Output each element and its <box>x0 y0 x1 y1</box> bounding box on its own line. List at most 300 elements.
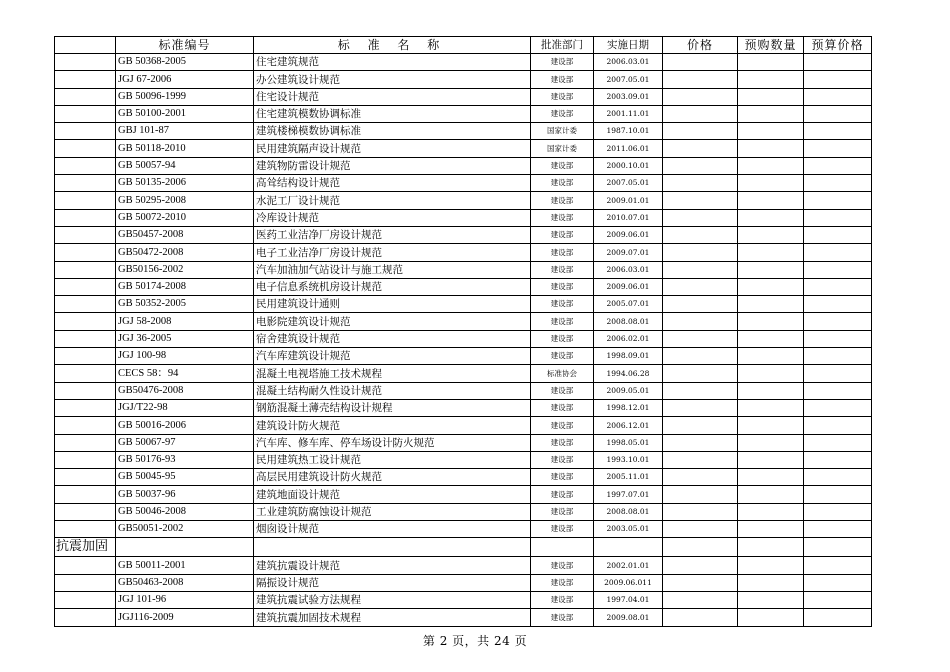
standard-code-cell: JGJ/T22-98 <box>116 399 254 416</box>
approval-dept-cell: 标准协会 <box>531 365 594 382</box>
effective-date-cell: 2006.12.01 <box>594 417 663 434</box>
order-qty-cell[interactable] <box>738 244 804 261</box>
price-cell[interactable] <box>663 503 738 520</box>
standard-code-cell: GB50476-2008 <box>116 382 254 399</box>
category-cell <box>55 365 116 382</box>
budget-price-cell[interactable] <box>804 296 872 313</box>
standard-name-cell: 建筑物防雷设计规范 <box>254 157 531 174</box>
category-cell <box>55 313 116 330</box>
standard-code-cell: GB 50045-95 <box>116 469 254 486</box>
order-qty-cell[interactable] <box>738 486 804 503</box>
approval-dept-cell: 建设部 <box>531 278 594 295</box>
price-cell[interactable] <box>663 399 738 416</box>
price-cell[interactable] <box>663 557 738 574</box>
price-cell[interactable] <box>663 140 738 157</box>
budget-price-cell[interactable] <box>804 348 872 365</box>
standard-name-cell: 建筑地面设计规范 <box>254 486 531 503</box>
price-cell[interactable] <box>663 209 738 226</box>
budget-price-cell[interactable] <box>804 330 872 347</box>
standard-code-cell: GB 50174-2008 <box>116 278 254 295</box>
effective-date-cell: 2009.06.01 <box>594 278 663 295</box>
category-cell <box>55 175 116 192</box>
budget-price-cell[interactable] <box>804 313 872 330</box>
price-cell[interactable] <box>663 71 738 88</box>
approval-dept-cell: 建设部 <box>531 209 594 226</box>
table-row <box>55 123 872 140</box>
standard-code-cell: JGJ 101-96 <box>116 591 254 608</box>
section-empty-cell <box>116 538 254 557</box>
budget-price-cell[interactable] <box>804 175 872 192</box>
budget-price-cell[interactable] <box>804 382 872 399</box>
standard-code-cell: GB50457-2008 <box>116 226 254 243</box>
standards-table <box>54 36 872 627</box>
standard-code-cell: GB 50067-97 <box>116 434 254 451</box>
budget-price-cell[interactable] <box>804 399 872 416</box>
standard-name-cell: 工业建筑防腐蚀设计规范 <box>254 503 531 520</box>
table-row <box>55 486 872 503</box>
standard-name-cell: 汽车加油加气站设计与施工规范 <box>254 261 531 278</box>
approval-dept-cell: 建设部 <box>531 261 594 278</box>
effective-date-cell: 2001.11.01 <box>594 105 663 122</box>
order-qty-cell[interactable] <box>738 88 804 105</box>
category-cell <box>55 54 116 71</box>
standard-code-cell: JGJ116-2009 <box>116 609 254 626</box>
table-header-row <box>55 37 872 54</box>
effective-date-cell: 2006.03.01 <box>594 261 663 278</box>
order-qty-cell[interactable] <box>738 557 804 574</box>
standard-name-cell: 建筑楼梯模数协调标准 <box>254 123 531 140</box>
budget-price-cell[interactable] <box>804 521 872 538</box>
effective-date-cell: 1997.07.01 <box>594 486 663 503</box>
header-dept: 批准部门 <box>531 37 594 54</box>
standard-code-cell: CECS 58：94 <box>116 365 254 382</box>
price-cell[interactable] <box>663 226 738 243</box>
table-row <box>55 417 872 434</box>
category-cell <box>55 591 116 608</box>
standard-code-cell: JGJ 67-2006 <box>116 71 254 88</box>
budget-price-cell[interactable] <box>804 503 872 520</box>
approval-dept-cell: 建设部 <box>531 244 594 261</box>
order-qty-cell[interactable] <box>738 296 804 313</box>
standard-code-cell: GB 50135-2006 <box>116 175 254 192</box>
effective-date-cell: 2009.07.01 <box>594 244 663 261</box>
standard-code-cell: GB 50057-94 <box>116 157 254 174</box>
category-cell <box>55 451 116 468</box>
budget-price-cell[interactable] <box>804 140 872 157</box>
effective-date-cell: 2003.05.01 <box>594 521 663 538</box>
order-qty-cell[interactable] <box>738 192 804 209</box>
order-qty-cell[interactable] <box>738 591 804 608</box>
effective-date-cell: 2007.05.01 <box>594 71 663 88</box>
page-footer: 第 2 页，共 24 页 <box>422 634 528 648</box>
budget-price-cell[interactable] <box>804 88 872 105</box>
budget-price-cell[interactable] <box>804 209 872 226</box>
approval-dept-cell: 建设部 <box>531 469 594 486</box>
order-qty-cell[interactable] <box>738 609 804 626</box>
effective-date-cell: 1987.10.01 <box>594 123 663 140</box>
price-cell[interactable] <box>663 417 738 434</box>
price-cell[interactable] <box>663 54 738 71</box>
price-cell[interactable] <box>663 451 738 468</box>
approval-dept-cell: 建设部 <box>531 417 594 434</box>
budget-price-cell[interactable] <box>804 244 872 261</box>
standard-name-cell: 高耸结构设计规范 <box>254 175 531 192</box>
table-row <box>55 399 872 416</box>
standard-name-cell: 钢筋混凝土薄壳结构设计规程 <box>254 399 531 416</box>
budget-price-cell[interactable] <box>804 105 872 122</box>
approval-dept-cell: 建设部 <box>531 521 594 538</box>
table-row <box>55 330 872 347</box>
section-empty-cell <box>594 538 663 557</box>
table-row <box>55 88 872 105</box>
approval-dept-cell: 建设部 <box>531 330 594 347</box>
effective-date-cell: 2006.03.01 <box>594 54 663 71</box>
approval-dept-cell: 建设部 <box>531 71 594 88</box>
category-cell <box>55 278 116 295</box>
budget-price-cell[interactable] <box>804 71 872 88</box>
approval-dept-cell: 建设部 <box>531 175 594 192</box>
standard-code-cell: GB 50118-2010 <box>116 140 254 157</box>
table-row <box>55 140 872 157</box>
approval-dept-cell: 建设部 <box>531 503 594 520</box>
table-row <box>55 226 872 243</box>
budget-price-cell[interactable] <box>804 451 872 468</box>
approval-dept-cell: 建设部 <box>531 382 594 399</box>
budget-price-cell[interactable] <box>804 469 872 486</box>
table-row <box>55 557 872 574</box>
order-qty-cell[interactable] <box>738 365 804 382</box>
standard-code-cell: GB 50295-2008 <box>116 192 254 209</box>
table-row <box>55 278 872 295</box>
category-cell <box>55 261 116 278</box>
category-cell <box>55 88 116 105</box>
section-label: 抗震加固 <box>55 538 116 557</box>
effective-date-cell: 2009.05.01 <box>594 382 663 399</box>
price-cell[interactable] <box>663 261 738 278</box>
header-budget: 预算价格 <box>804 37 872 54</box>
standard-name-cell: 冷库设计规范 <box>254 209 531 226</box>
effective-date-cell: 2009.06.01 <box>594 226 663 243</box>
standard-name-cell: 建筑抗震试验方法规程 <box>254 591 531 608</box>
table-row <box>55 591 872 608</box>
order-qty-cell[interactable] <box>738 123 804 140</box>
price-cell[interactable] <box>663 434 738 451</box>
category-cell <box>55 71 116 88</box>
order-qty-cell[interactable] <box>738 175 804 192</box>
budget-price-cell[interactable] <box>804 226 872 243</box>
section-header-row <box>55 538 872 557</box>
standard-name-cell: 电子信息系统机房设计规范 <box>254 278 531 295</box>
table-row <box>55 609 872 626</box>
category-cell <box>55 486 116 503</box>
section-empty-cell <box>663 538 738 557</box>
category-cell <box>55 609 116 626</box>
order-qty-cell[interactable] <box>738 140 804 157</box>
approval-dept-cell: 建设部 <box>531 399 594 416</box>
approval-dept-cell: 国家计委 <box>531 140 594 157</box>
section-empty-cell <box>531 538 594 557</box>
effective-date-cell: 2002.01.01 <box>594 557 663 574</box>
approval-dept-cell: 建设部 <box>531 192 594 209</box>
price-cell[interactable] <box>663 609 738 626</box>
order-qty-cell[interactable] <box>738 278 804 295</box>
standard-name-cell: 建筑抗震加固技术规程 <box>254 609 531 626</box>
approval-dept-cell: 建设部 <box>531 591 594 608</box>
standard-code-cell: GB 50011-2001 <box>116 557 254 574</box>
standard-code-cell: GB50156-2002 <box>116 261 254 278</box>
table-row <box>55 313 872 330</box>
approval-dept-cell: 国家计委 <box>531 123 594 140</box>
price-cell[interactable] <box>663 348 738 365</box>
category-cell <box>55 434 116 451</box>
table-row <box>55 503 872 520</box>
table-row <box>55 192 872 209</box>
standard-name-cell: 水泥工厂设计规范 <box>254 192 531 209</box>
price-cell[interactable] <box>663 105 738 122</box>
approval-dept-cell: 建设部 <box>531 574 594 591</box>
category-cell <box>55 348 116 365</box>
budget-price-cell[interactable] <box>804 557 872 574</box>
category-cell <box>55 123 116 140</box>
standard-name-cell: 办公建筑设计规范 <box>254 71 531 88</box>
standard-code-cell: GB 50176-93 <box>116 451 254 468</box>
table-row <box>55 365 872 382</box>
effective-date-cell: 1994.06.28 <box>594 365 663 382</box>
table-row <box>55 157 872 174</box>
effective-date-cell: 2006.02.01 <box>594 330 663 347</box>
order-qty-cell[interactable] <box>738 54 804 71</box>
order-qty-cell[interactable] <box>738 71 804 88</box>
order-qty-cell[interactable] <box>738 451 804 468</box>
header-date: 实施日期 <box>594 37 663 54</box>
price-cell[interactable] <box>663 591 738 608</box>
category-cell <box>55 296 116 313</box>
category-cell <box>55 521 116 538</box>
category-cell <box>55 382 116 399</box>
order-qty-cell[interactable] <box>738 348 804 365</box>
order-qty-cell[interactable] <box>738 399 804 416</box>
table-row <box>55 296 872 313</box>
standard-code-cell: GB 50046-2008 <box>116 503 254 520</box>
standard-code-cell: JGJ 36-2005 <box>116 330 254 347</box>
table-row <box>55 574 872 591</box>
effective-date-cell: 1998.12.01 <box>594 399 663 416</box>
effective-date-cell: 2009.08.01 <box>594 609 663 626</box>
standard-name-cell: 建筑设计防火规范 <box>254 417 531 434</box>
standard-name-cell: 烟囱设计规范 <box>254 521 531 538</box>
approval-dept-cell: 建设部 <box>531 226 594 243</box>
effective-date-cell: 2007.05.01 <box>594 175 663 192</box>
header-qty: 预购数量 <box>738 37 804 54</box>
standard-name-cell: 医药工业洁净厂房设计规范 <box>254 226 531 243</box>
price-cell[interactable] <box>663 192 738 209</box>
effective-date-cell: 2000.10.01 <box>594 157 663 174</box>
budget-price-cell[interactable] <box>804 157 872 174</box>
order-qty-cell[interactable] <box>738 434 804 451</box>
effective-date-cell: 2008.08.01 <box>594 313 663 330</box>
category-cell <box>55 209 116 226</box>
budget-price-cell[interactable] <box>804 417 872 434</box>
approval-dept-cell: 建设部 <box>531 557 594 574</box>
price-cell[interactable] <box>663 244 738 261</box>
order-qty-cell[interactable] <box>738 503 804 520</box>
price-cell[interactable] <box>663 157 738 174</box>
price-cell[interactable] <box>663 313 738 330</box>
approval-dept-cell: 建设部 <box>531 451 594 468</box>
budget-price-cell[interactable] <box>804 434 872 451</box>
table-row <box>55 175 872 192</box>
effective-date-cell: 2005.11.01 <box>594 469 663 486</box>
order-qty-cell[interactable] <box>738 469 804 486</box>
category-cell <box>55 417 116 434</box>
table-row <box>55 209 872 226</box>
effective-date-cell: 2008.08.01 <box>594 503 663 520</box>
price-cell[interactable] <box>663 88 738 105</box>
section-empty-cell <box>738 538 804 557</box>
price-cell[interactable] <box>663 330 738 347</box>
budget-price-cell[interactable] <box>804 609 872 626</box>
approval-dept-cell: 建设部 <box>531 486 594 503</box>
price-cell[interactable] <box>663 521 738 538</box>
price-cell[interactable] <box>663 175 738 192</box>
standard-code-cell: JGJ 100-98 <box>116 348 254 365</box>
standard-name-cell: 隔振设计规范 <box>254 574 531 591</box>
standard-name-cell: 建筑抗震设计规范 <box>254 557 531 574</box>
standard-name-cell: 住宅建筑模数协调标准 <box>254 105 531 122</box>
order-qty-cell[interactable] <box>738 261 804 278</box>
budget-price-cell[interactable] <box>804 486 872 503</box>
standard-code-cell: GB 50016-2006 <box>116 417 254 434</box>
standard-name-cell: 高层民用建筑设计防火规范 <box>254 469 531 486</box>
price-cell[interactable] <box>663 382 738 399</box>
standard-name-cell: 宿舍建筑设计规范 <box>254 330 531 347</box>
category-cell <box>55 226 116 243</box>
effective-date-cell: 2005.07.01 <box>594 296 663 313</box>
order-qty-cell[interactable] <box>738 574 804 591</box>
order-qty-cell[interactable] <box>738 330 804 347</box>
standard-code-cell: GB 50072-2010 <box>116 209 254 226</box>
table-row <box>55 469 872 486</box>
effective-date-cell: 2009.06.011 <box>594 574 663 591</box>
standard-code-cell: GB50051-2002 <box>116 521 254 538</box>
approval-dept-cell: 建设部 <box>531 88 594 105</box>
category-cell <box>55 574 116 591</box>
header-name: 标 准 名 称 <box>254 37 531 54</box>
price-cell[interactable] <box>663 469 738 486</box>
standard-name-cell: 民用建筑隔声设计规范 <box>254 140 531 157</box>
order-qty-cell[interactable] <box>738 382 804 399</box>
effective-date-cell: 2003.09.01 <box>594 88 663 105</box>
table-row <box>55 261 872 278</box>
order-qty-cell[interactable] <box>738 209 804 226</box>
header-code: 标准编号 <box>116 37 254 54</box>
standard-name-cell: 混凝土电视塔施工技术规程 <box>254 365 531 382</box>
effective-date-cell: 1998.05.01 <box>594 434 663 451</box>
standard-code-cell: GB 50352-2005 <box>116 296 254 313</box>
header-price: 价格 <box>663 37 738 54</box>
budget-price-cell[interactable] <box>804 54 872 71</box>
category-cell <box>55 557 116 574</box>
budget-price-cell[interactable] <box>804 261 872 278</box>
budget-price-cell[interactable] <box>804 278 872 295</box>
approval-dept-cell: 建设部 <box>531 313 594 330</box>
effective-date-cell: 1998.09.01 <box>594 348 663 365</box>
approval-dept-cell: 建设部 <box>531 105 594 122</box>
table-row <box>55 451 872 468</box>
table-row <box>55 382 872 399</box>
standard-name-cell: 电影院建筑设计规范 <box>254 313 531 330</box>
order-qty-cell[interactable] <box>738 157 804 174</box>
effective-date-cell: 2010.07.01 <box>594 209 663 226</box>
budget-price-cell[interactable] <box>804 123 872 140</box>
table-row <box>55 71 872 88</box>
standard-code-cell: GBJ 101-87 <box>116 123 254 140</box>
section-empty-cell <box>804 538 872 557</box>
order-qty-cell[interactable] <box>738 226 804 243</box>
standard-code-cell: GB50472-2008 <box>116 244 254 261</box>
standard-name-cell: 住宅建筑规范 <box>254 54 531 71</box>
price-cell[interactable] <box>663 278 738 295</box>
price-cell[interactable] <box>663 574 738 591</box>
standard-name-cell: 民用建筑设计通则 <box>254 296 531 313</box>
category-cell <box>55 399 116 416</box>
approval-dept-cell: 建设部 <box>531 348 594 365</box>
category-cell <box>55 503 116 520</box>
price-cell[interactable] <box>663 296 738 313</box>
table-row <box>55 54 872 71</box>
standard-name-cell: 汽车库建筑设计规范 <box>254 348 531 365</box>
order-qty-cell[interactable] <box>738 313 804 330</box>
standard-name-cell: 混凝土结构耐久性设计规范 <box>254 382 531 399</box>
standard-name-cell: 民用建筑热工设计规范 <box>254 451 531 468</box>
standard-code-cell: GB50463-2008 <box>116 574 254 591</box>
budget-price-cell[interactable] <box>804 591 872 608</box>
table-row <box>55 105 872 122</box>
category-cell <box>55 105 116 122</box>
standard-code-cell: GB 50037-96 <box>116 486 254 503</box>
order-qty-cell[interactable] <box>738 105 804 122</box>
standard-name-cell: 汽车库、修车库、停车场设计防火规范 <box>254 434 531 451</box>
budget-price-cell[interactable] <box>804 574 872 591</box>
category-cell <box>55 244 116 261</box>
category-cell <box>55 140 116 157</box>
order-qty-cell[interactable] <box>738 417 804 434</box>
price-cell[interactable] <box>663 365 738 382</box>
section-empty-cell <box>254 538 531 557</box>
budget-price-cell[interactable] <box>804 365 872 382</box>
header-category <box>55 37 116 54</box>
budget-price-cell[interactable] <box>804 192 872 209</box>
effective-date-cell: 2011.06.01 <box>594 140 663 157</box>
price-cell[interactable] <box>663 123 738 140</box>
category-cell <box>55 192 116 209</box>
table-row <box>55 244 872 261</box>
effective-date-cell: 2009.01.01 <box>594 192 663 209</box>
table-row <box>55 521 872 538</box>
approval-dept-cell: 建设部 <box>531 157 594 174</box>
standard-name-cell: 电子工业洁净厂房设计规范 <box>254 244 531 261</box>
standard-code-cell: GB 50096-1999 <box>116 88 254 105</box>
standard-name-cell: 住宅设计规范 <box>254 88 531 105</box>
approval-dept-cell: 建设部 <box>531 609 594 626</box>
approval-dept-cell: 建设部 <box>531 54 594 71</box>
order-qty-cell[interactable] <box>738 521 804 538</box>
price-cell[interactable] <box>663 486 738 503</box>
table-row <box>55 348 872 365</box>
approval-dept-cell: 建设部 <box>531 296 594 313</box>
standard-code-cell: GB 50100-2001 <box>116 105 254 122</box>
table-row <box>55 434 872 451</box>
